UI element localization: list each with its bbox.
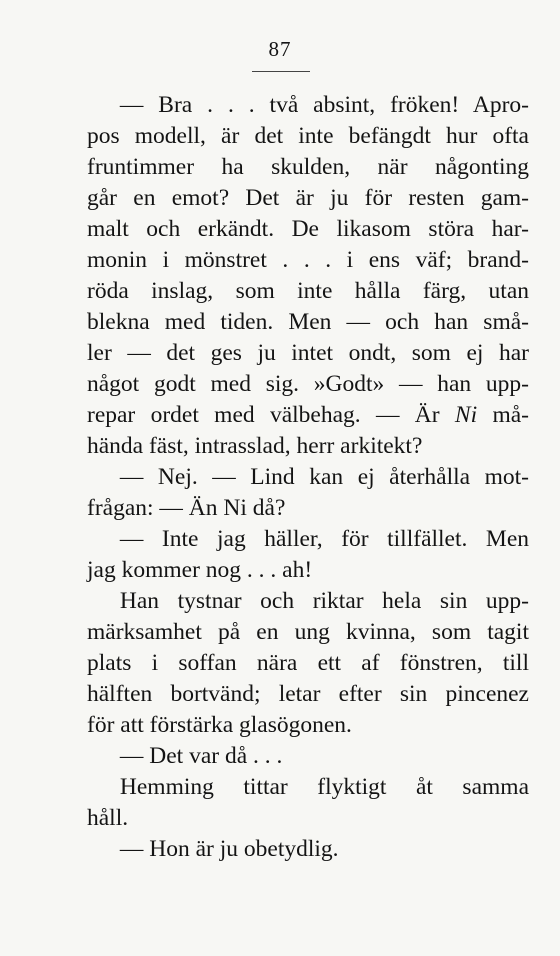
text-line: — Bra . . . två absint, fröken! Apro- — [119, 92, 529, 118]
text-line: jag kommer nog . . . ah! — [87, 557, 313, 583]
text-line: ler — det ges ju intet ondt, som ej har — [87, 340, 529, 366]
text-line: — Det var då . . . — [119, 743, 283, 769]
text-line: — Hon är ju obetydlig. — [119, 836, 339, 862]
text-line: — Inte jag häller, för tillfället. Men — [119, 526, 529, 552]
text-line: monin i mönstret . . . i ens väf; brand- — [87, 247, 529, 273]
header-rule — [252, 71, 310, 72]
text-line: något godt med sig. »Godt» — han upp- — [87, 371, 529, 397]
text-line: repar ordet med välbehag. — Är Ni må- — [87, 402, 529, 428]
page-number: 87 — [268, 37, 292, 61]
text-line: — Nej. — Lind kan ej återhålla mot- — [119, 464, 529, 490]
text-line: Hemming tittar flyktigt åt samma — [119, 774, 529, 800]
text-line: malt och erkändt. De likasom störa har- — [87, 216, 529, 242]
body-text — [87, 90, 529, 865]
text-line: fruntimmer ha skulden, när någonting — [87, 154, 529, 180]
paragraph — [87, 741, 529, 772]
text-line: märksamhet på en ung kvinna, som tagit — [87, 619, 529, 645]
text-line: plats i soffan nära ett af fönstren, till — [87, 650, 529, 676]
text-line: för att förstärka glasögonen. — [87, 712, 352, 738]
text-line: Han tystnar och riktar hela sin upp- — [119, 588, 529, 614]
paragraph — [87, 524, 529, 586]
text-line: blekna med tiden. Men — och han små- — [87, 309, 529, 335]
paragraph — [87, 90, 529, 462]
text-line: håll. — [87, 805, 129, 831]
text-line: röda inslag, som inte hålla färg, utan — [87, 278, 529, 304]
text-line: går en emot? Det är ju för resten gam- — [87, 185, 529, 211]
text-line: hälften bortvänd; letar efter sin pincenez — [87, 681, 529, 707]
paragraph — [87, 586, 529, 741]
paragraph — [87, 772, 529, 834]
text-line: hända fäst, intrasslad, herr arkitekt? — [87, 433, 423, 459]
text-line: frågan: — Än Ni då? — [87, 495, 286, 521]
paragraph — [87, 834, 529, 865]
text-line: pos modell, är det inte befängdt hur ofta — [87, 123, 529, 149]
emphasis: Ni — [454, 402, 478, 428]
paragraph — [87, 462, 529, 524]
